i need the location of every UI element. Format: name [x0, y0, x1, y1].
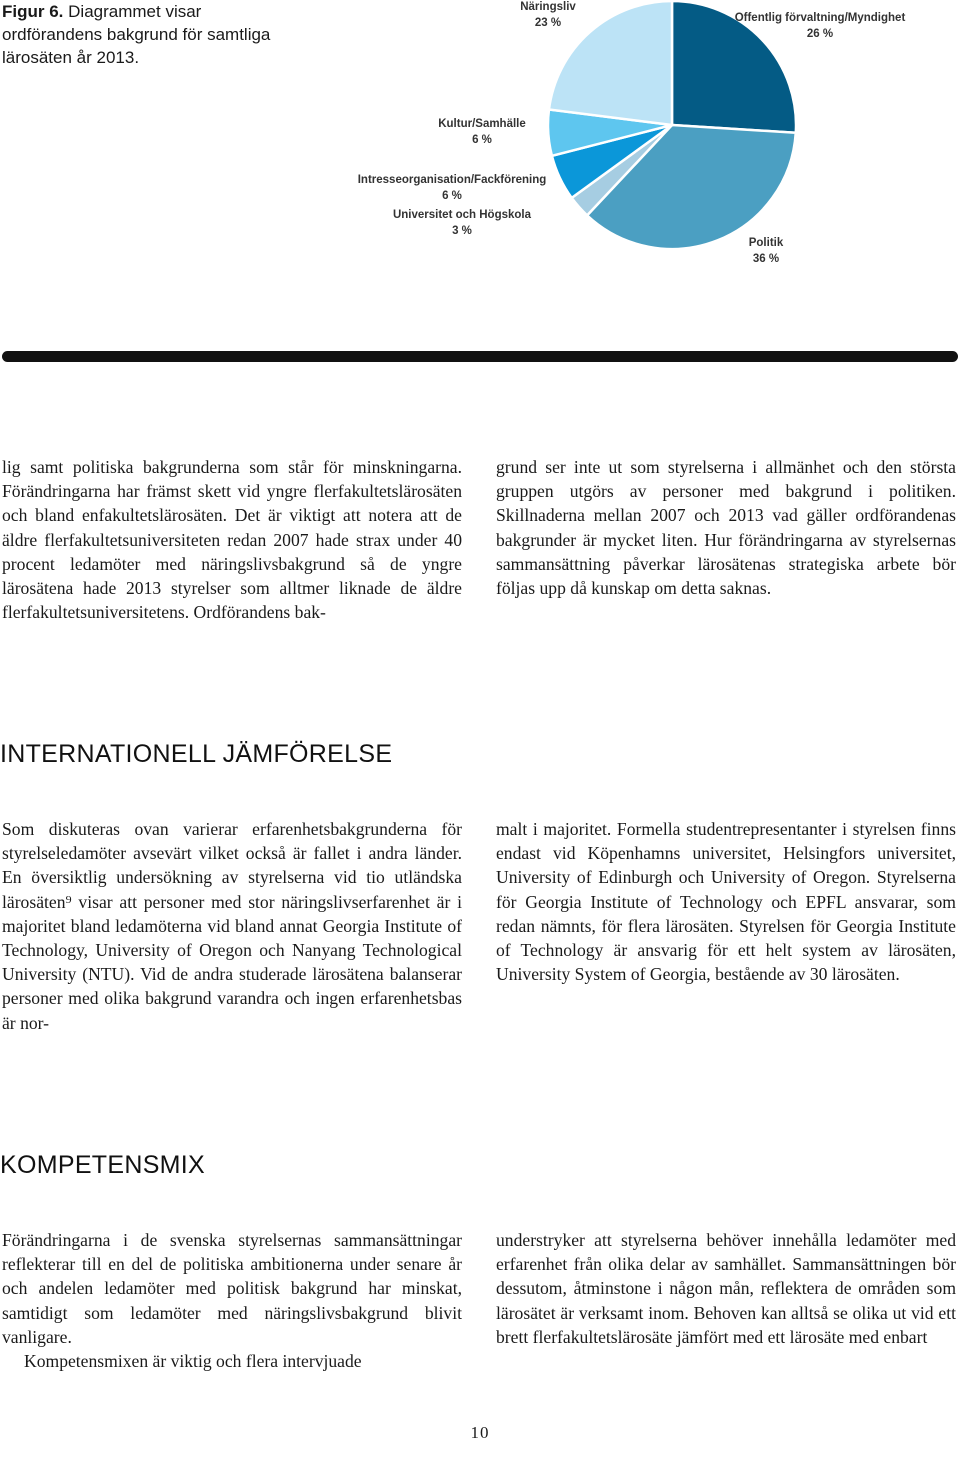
pie-slices	[548, 1, 796, 249]
heading-internationell: INTERNATIONELL JÄMFÖRELSE	[0, 740, 393, 768]
section2-column-1	[2, 817, 462, 1035]
slice-value-label: 3 %	[452, 225, 472, 237]
pie-chart	[0, 0, 960, 300]
slice-label: Näringsliv	[520, 1, 576, 13]
section1-column-1	[2, 455, 462, 624]
slice-label: Politik	[748, 237, 784, 249]
section3-column-1	[2, 1228, 462, 1373]
section3-column-2	[496, 1228, 956, 1349]
figure-text: Diagrammet visar ordförandens bakgrund för samtliga lärosäten år 2013.	[2, 2, 271, 67]
slice-value-label: 26 %	[806, 28, 834, 40]
pie-slice	[549, 1, 672, 125]
section1-col2-text: grund ser inte ut som styrelserna i allmänhet och den största gruppen utgörs av personer med bakgrund i politiken. Skillnaderna mellan 2007 och 2013 vad gäller ordförandenas bakgrunder är mycket liten. Hur förändringarna av styrelsernas sammansättning påverkar lärosätenas strategiska arbete bör följas upp då kunskap om detta saknas.	[496, 457, 956, 599]
section1-column-2	[496, 455, 956, 600]
slice-value-label: 6 %	[442, 190, 462, 202]
section2-col1-text: Som diskuteras ovan varierar erfarenhetsbakgrunderna för styrelseledamöter avsevärt vilket också är fallet i andra länder. En översiktlig undersökning av styrelserna vid tio utländska lärosäten⁹ visar att personer med stor näringslivserfarenhet är i majoritet bland ledamöterna vid bland annat Georgia Institute of Technology, University of Oregon och Nanyang Technological University (NTU). Vid de andra studerade lärosätena balanserar personer med olika bakgrund varandra och ingen erfarenhetsbas är nor-	[2, 819, 462, 1033]
figure-label: Figur 6.	[2, 2, 64, 21]
section3-col1-p2: Kompetensmixen är viktig och flera intervjuade	[24, 1351, 362, 1372]
section3-col1-p1: Förändringarna i de svenska styrelsernas sammansättningar reflekterar till en del de politiska ambitionerna under senare år och andelen ledamöter med politisk bakgrund har minskat, samtidigt som ledamöter med näringslivsbakgrund blivit vanligare.	[2, 1230, 462, 1347]
slice-value-label: 36 %	[752, 253, 780, 265]
slice-value-label: 23 %	[534, 17, 562, 29]
page-number: 10	[470, 1423, 490, 1442]
slice-label: Kultur/Samhälle	[438, 118, 526, 130]
horizontal-rule	[2, 351, 958, 362]
section2-col2-text: malt i majoritet. Formella studentrepresentanter i styrelsen finns endast vid Köpenhamns universitet, Helsingfors universitet, University of Edinburgh och University of Oregon. Styrelserna för Georgia Institute of Technology och EPFL ansvarar, som redan nämnts, för flera lärosäten. Styrelsen för Georgia Institute of Technology är ansvarig för ett helt system av lärosäten, University System of Georgia, bestående av 30 lärosäten.	[496, 819, 956, 985]
slice-label: Universitet och Högskola	[392, 209, 532, 221]
section2-column-2	[496, 817, 956, 986]
slice-label: Intresseorganisation/Fackförening	[357, 174, 547, 186]
slice-value-label: 6 %	[472, 134, 492, 146]
section3-col2-text: understryker att styrelserna behöver innehålla ledamöter med erfarenhet från olika delar av samhället. Sammansättningen bör dessutom, åtminstone i någon mån, reflektera de områden som lärosätet är verksamt inom. Behoven kan alltså se olika ut vid ett brett flerfakultetslärosäte jämfört med ett lärosäte med enbart	[496, 1230, 956, 1347]
heading-kompetensmix: KOMPETENSMIX	[0, 1151, 206, 1179]
slice-label: Offentlig förvaltning/Myndighet	[734, 12, 906, 24]
section1-col1-text: lig samt politiska bakgrunderna som står för minskningarna. Förändringarna har främst skett vid yngre flerfakultetslärosäten och bland enfakultetslärosäten. Det är viktigt att notera att de äldre flerfakultetsuniversiteten redan 2007 hade strax under 40 procent ledamöter med näringslivsbakgrund så de yngre lärosätena hade 2013 styrelser som alltmer liknade de äldre flerfakultetsuniversitetens. Ordförandens bak-	[2, 457, 462, 623]
